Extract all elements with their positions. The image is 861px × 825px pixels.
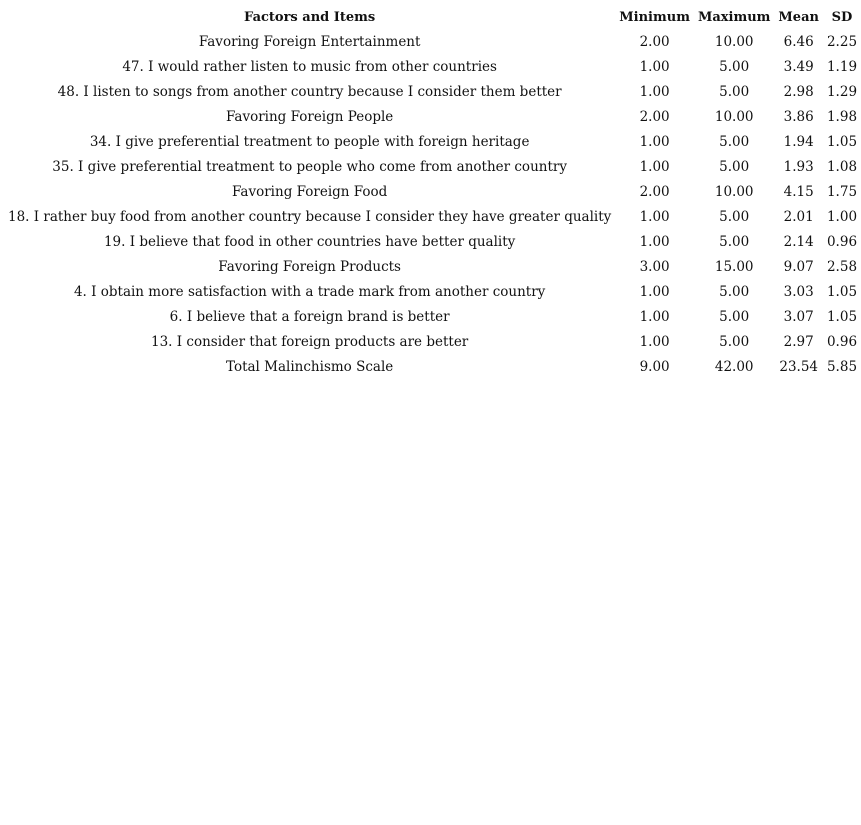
maximum-cell: 15.00 (714, 259, 754, 275)
sd-cell: 1.29 (826, 84, 858, 100)
header-row (4, 5, 861, 30)
minimum-cell: 1.00 (639, 209, 670, 225)
table-row (4, 180, 861, 205)
minimum-cell: 3.00 (639, 259, 670, 275)
item-cell: Favoring Foreign Food (231, 184, 388, 200)
sd-cell: 2.58 (826, 259, 858, 275)
table-row (4, 355, 861, 380)
table-row (4, 305, 861, 330)
sd-cell: 2.25 (826, 34, 858, 50)
mean-cell: 4.15 (783, 184, 814, 200)
sd-cell: 1.05 (826, 309, 858, 325)
mean-cell: 23.54 (779, 359, 819, 375)
maximum-cell: 10.00 (714, 109, 754, 125)
table-row (4, 330, 861, 355)
table-row (4, 230, 861, 255)
sd-cell: 1.19 (826, 59, 858, 75)
minimum-cell: 1.00 (639, 84, 670, 100)
table-row (4, 55, 861, 80)
mean-cell: 2.01 (783, 209, 814, 225)
mean-cell: 3.03 (783, 284, 814, 300)
table-row (4, 255, 861, 280)
sd-cell: 1.05 (826, 284, 858, 300)
header-factors-and-items: Factors and Items (244, 10, 376, 25)
sd-cell: 1.08 (826, 159, 858, 175)
table-row (4, 280, 861, 305)
item-cell: 35. I give preferential treatment to people who come from another country (52, 159, 567, 175)
item-cell: 4. I obtain more satisfaction with a trade mark from another country (73, 284, 546, 300)
minimum-cell: 2.00 (639, 109, 670, 125)
table-row (4, 80, 861, 105)
sd-cell: 0.96 (826, 334, 858, 350)
sd-cell: 1.00 (826, 209, 858, 225)
table-row (4, 130, 861, 155)
sd-cell: 1.98 (826, 109, 858, 125)
mean-cell: 2.97 (783, 334, 814, 350)
maximum-cell: 5.00 (719, 159, 750, 175)
maximum-cell: 5.00 (719, 59, 750, 75)
mean-cell: 9.07 (783, 259, 814, 275)
header-maximum: Maximum (697, 10, 771, 25)
item-cell: Total Malinchismo Scale (226, 359, 394, 375)
minimum-cell: 1.00 (639, 234, 670, 250)
table-row (4, 30, 861, 55)
header-minimum: Minimum (619, 10, 690, 25)
header-sd: SD (831, 10, 853, 25)
sd-cell: 1.75 (826, 184, 858, 200)
mean-cell: 2.98 (783, 84, 814, 100)
maximum-cell: 5.00 (719, 284, 750, 300)
maximum-cell: 5.00 (719, 234, 750, 250)
maximum-cell: 5.00 (719, 84, 750, 100)
item-cell: 18. I rather buy food from another country because I consider they have greater quality (8, 209, 612, 225)
mean-cell: 3.86 (783, 109, 814, 125)
table-row (4, 105, 861, 130)
sd-cell: 1.05 (826, 134, 858, 150)
mean-cell: 3.49 (783, 59, 814, 75)
item-cell: 47. I would rather listen to music from other countries (122, 59, 497, 75)
item-cell: 48. I listen to songs from another country because I consider them better (57, 84, 562, 100)
mean-cell: 6.46 (783, 34, 814, 50)
maximum-cell: 42.00 (714, 359, 754, 375)
maximum-cell: 5.00 (719, 134, 750, 150)
minimum-cell: 1.00 (639, 159, 670, 175)
item-cell: 34. I give preferential treatment to people with foreign heritage (89, 134, 530, 150)
table-row (4, 205, 861, 230)
maximum-cell: 10.00 (714, 184, 754, 200)
item-cell: 19. I believe that food in other countries have better quality (103, 234, 516, 250)
sd-cell: 5.85 (826, 359, 858, 375)
descriptive-statistics-table-wrapper (4, 5, 861, 380)
mean-cell: 3.07 (783, 309, 814, 325)
maximum-cell: 5.00 (719, 209, 750, 225)
item-cell: Favoring Foreign People (225, 109, 394, 125)
minimum-cell: 2.00 (639, 184, 670, 200)
minimum-cell: 2.00 (639, 34, 670, 50)
maximum-cell: 10.00 (714, 34, 754, 50)
maximum-cell: 5.00 (719, 309, 750, 325)
minimum-cell: 1.00 (639, 59, 670, 75)
item-cell: Favoring Foreign Products (218, 259, 401, 275)
mean-cell: 1.94 (783, 134, 814, 150)
item-cell: 6. I believe that a foreign brand is better (169, 309, 450, 325)
item-cell: Favoring Foreign Entertainment (198, 34, 421, 50)
mean-cell: 2.14 (783, 234, 814, 250)
minimum-cell: 1.00 (639, 309, 670, 325)
minimum-cell: 1.00 (639, 284, 670, 300)
maximum-cell: 5.00 (719, 334, 750, 350)
minimum-cell: 1.00 (639, 334, 670, 350)
header-mean: Mean (778, 10, 819, 25)
minimum-cell: 9.00 (639, 359, 670, 375)
item-cell: 13. I consider that foreign products are better (151, 334, 469, 350)
table-row (4, 155, 861, 180)
mean-cell: 1.93 (783, 159, 814, 175)
sd-cell: 0.96 (826, 234, 858, 250)
descriptive-statistics-table (4, 5, 861, 380)
minimum-cell: 1.00 (639, 134, 670, 150)
